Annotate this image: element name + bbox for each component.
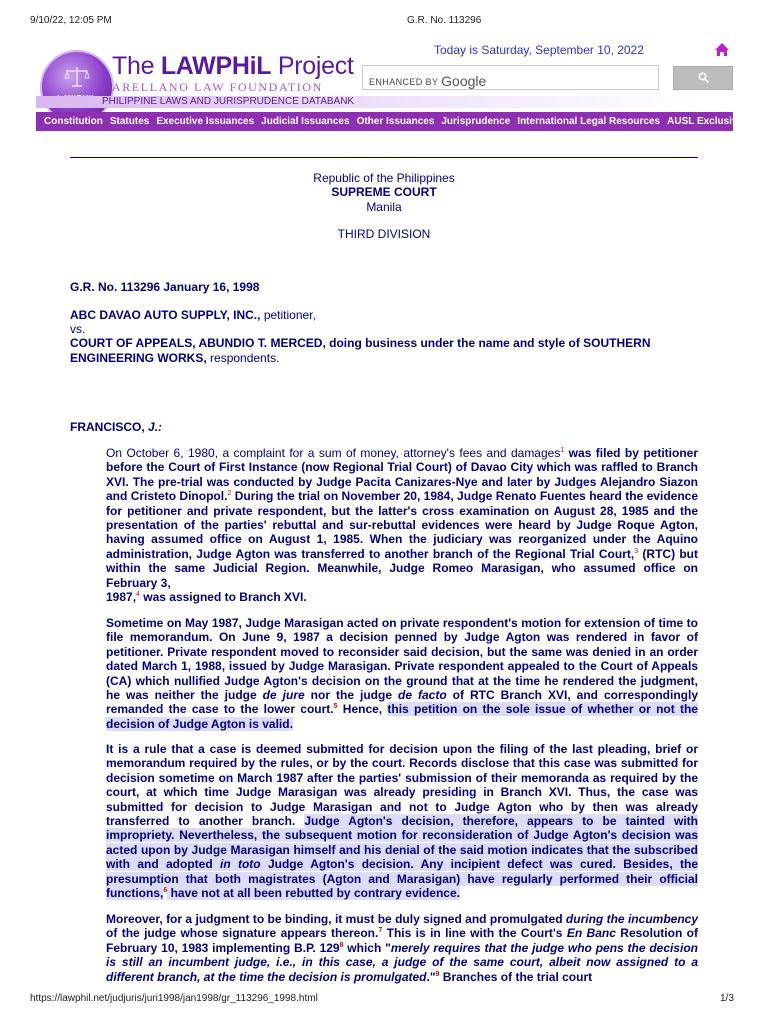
p2-italic-2: de facto — [398, 688, 447, 703]
search-button[interactable] — [673, 66, 733, 90]
versus: vs. — [70, 322, 86, 336]
respondents — [70, 336, 698, 366]
nav-jurisprudence[interactable]: Jurisprudence — [441, 116, 511, 127]
court-division: THIRD DIVISION — [337, 227, 431, 241]
p4-text-c: This is in line with the Court's — [382, 926, 567, 941]
p1-text-e: 1987, — [106, 590, 137, 605]
paragraph-2 — [106, 616, 698, 731]
p1-text-d: (RTC) but within the same Judicial Region. Meanwhile, Judge Romeo Marasigan, who assumed office on February 3, — [106, 546, 698, 590]
nav-constitution[interactable]: Constitution — [44, 116, 103, 127]
print-footer-url: https://lawphil.net/judjuris/juri1998/jan1998/gr_113296_1998.html — [30, 993, 318, 1004]
p2-text-d: Hence, — [337, 702, 388, 717]
nav-other-issuances[interactable]: Other Issuances — [356, 116, 435, 127]
site-title[interactable] — [112, 52, 354, 81]
ponente — [70, 420, 698, 435]
print-header-datetime: 9/10/22, 12:05 PM — [30, 15, 112, 26]
p4-italic-2: En Banc — [566, 926, 616, 941]
p2-italic-1: de jure — [262, 688, 305, 703]
paragraph-4 — [106, 912, 698, 984]
p3-italic-1: in toto — [219, 857, 261, 872]
p3-highlight-3: have not at all been rebutted by contrary evidence. — [167, 886, 460, 901]
paragraph-3 — [106, 742, 698, 900]
scales-of-justice-icon — [64, 66, 90, 88]
respondents-name: COURT OF APPEALS, ABUNDIO T. MERCED, doing business under the name and style of SOUTHERN ENGINEERING WORKS, — [70, 336, 651, 365]
header-divider — [70, 157, 698, 158]
search-icon — [698, 72, 709, 83]
p2-highlight: this petition on the sole issue of whether or not the decision of Judge Agton is valid. — [106, 702, 698, 731]
court-location: Manila — [366, 200, 402, 214]
footnote-link-4[interactable]: 4 — [136, 591, 140, 599]
ponente-name: FRANCISCO, — [70, 420, 145, 434]
case-number-date: G.R. No. 113296 January 16, 1998 — [70, 280, 260, 294]
p4-text-f: ." — [426, 969, 436, 984]
search-enhanced-label: ENHANCED BY — [369, 77, 439, 87]
p4-text-d: Resolution of February 10, 1983 implementing B.P. 129 — [106, 926, 698, 955]
court-republic: Republic of the Philippines — [313, 171, 455, 185]
p4-text-e: which " — [343, 940, 391, 955]
print-footer-page: 1/3 — [720, 993, 734, 1004]
p4-text-g: Branches of the trial court — [439, 969, 593, 984]
p1-text-b: was filed by petitioner before the Court of First Instance (now Regional Trial Court) of Davao City which was raffled to Branch XVI. The pre-trial was conducted by Judge Pacita Canizares-Nye and later by Judges Alejandro Siazon and Cristeto Dinopol. — [106, 446, 698, 504]
p3-text-a: It is a rule that a case is deemed submitted for decision upon the filing of the last pleading, brief or memorandum required by the rules, or by the court. Records disclose that this case was submitted for decision sometime on March 1987 after the parties' submission of their memoranda as required by the court, at which time Judge Marasigan was already presiding in Branch XVI. Thus, the case was submitted for decision to Judge Marasigan and not to Judge Agton who by then was already transferred to another branch. — [106, 742, 698, 829]
p4-italic-1: during the incumbency — [565, 912, 698, 926]
site-subtitle: ARELLANO LAW FOUNDATION — [112, 80, 323, 94]
site-title-suffix: Project — [271, 52, 354, 80]
nav-ausl-exclusive[interactable]: AUSL Exclusive — [667, 116, 744, 127]
google-brand: Google — [441, 73, 487, 89]
p2-text-a: Sometime on May 1987, Judge Marasigan acted on private respondent's motion for extension of time to file memorandum. On June 9, 1987 a decision penned by Judge Agton was rendered in favor of petitioner. Private respondent moved to reconsider said decision, but the same was denied in an order dated March 1, 1988, issued by Judge Marasigan. Private respondent appealed to the Court of Appeals (CA) which nullified Judge Agton's decision on the ground that at the time he rendered the judgment, he was neither the judge — [106, 616, 698, 703]
nav-executive-issuances[interactable]: Executive Issuances — [156, 116, 255, 127]
footnote-link-1[interactable]: 1 — [560, 447, 565, 454]
ponente-title: J.: — [148, 420, 163, 434]
p4-text-a: Moreover, for a judgment to be binding, it must be duly signed and promulgated — [106, 912, 566, 926]
footnote-link-6[interactable]: 6 — [163, 887, 168, 895]
footnote-link-2[interactable]: 2 — [227, 490, 232, 498]
home-icon[interactable] — [714, 42, 730, 58]
databank-tagline: PHILIPPINE LAWS AND JURISPRUDENCE DATABANK — [102, 96, 355, 107]
p2-text-b: nor the judge — [304, 688, 398, 703]
petitioner-role: petitioner, — [260, 308, 316, 322]
databank-bar — [36, 96, 700, 108]
footnote-link-9[interactable]: 9 — [435, 970, 440, 978]
p4-text-b: of the judge whose signature appears thereon. — [106, 926, 379, 941]
p1-text-a: On October 6, 1980, a complaint for a sum of money, attorney's fees and damages — [106, 446, 561, 460]
footnote-link-7[interactable]: 7 — [378, 927, 383, 935]
main-nav — [36, 112, 744, 131]
court-name: SUPREME COURT — [331, 185, 437, 199]
p3-highlight-1: Judge Agton's decision, therefore, appears to be tainted with impropriety. Nevertheless, the subsequent motion for reconsideration of Judge Agton's decision was acted upon by Judge Marasigan himself and his denial of the said motion indicates that the subscribed with and adopted — [106, 814, 698, 872]
petitioner-name: ABC DAVAO AUTO SUPPLY, INC., — [70, 308, 261, 322]
footnote-link-8[interactable]: 8 — [339, 941, 344, 949]
p4-italic-3: merely requires that the judge who pens the decision is still an incumbent judge, i.e., in this case, a judge of the same court, albeit now assigned to a different branch, at the time the decision is promulgated — [106, 940, 699, 984]
respondents-role: respondents. — [206, 351, 280, 365]
site-title-prefix: The — [112, 52, 161, 80]
p2-text-c: of RTC Branch XVI, and correspondingly remanded the case to the lower court. — [106, 688, 698, 717]
p1-text-f: was assigned to Branch XVI. — [139, 590, 307, 605]
search-placeholder — [369, 72, 486, 88]
petitioner — [70, 308, 698, 323]
footnote-link-5[interactable]: 5 — [333, 703, 338, 711]
p1-text-c: During the trial on November 20, 1984, Judge Renato Fuentes heard the evidence for petitioner and private respondent, but the latter's cross examination on August 28, 1985 and the presentation of the parties' rebuttal and sur-rebuttal evidences were heard by Judge Roque Agton, having assumed office on August 1, 1985. When the judiciary was reorganized under the Aquino administration, Judge Agton was transferred to another branch of the Regional Trial Court, — [106, 489, 698, 561]
site-title-bold: LAWPHiL — [160, 52, 272, 80]
print-header-title: G.R. No. 113296 — [407, 15, 482, 26]
paragraph-1 — [106, 446, 698, 604]
nav-judicial-issuances[interactable]: Judicial Issuances — [261, 116, 350, 127]
search-input[interactable] — [362, 65, 659, 90]
p3-highlight-2: Judge Agton's decision. Any incipient defect was cured. Besides, the presumption that both magistrates (Agton and Marasigan) have regularly performed their official functions, — [106, 857, 698, 901]
today-date: Today is Saturday, September 10, 2022 — [434, 43, 644, 57]
nav-international-legal-resources[interactable]: International Legal Resources — [517, 116, 661, 127]
footnote-link-3[interactable]: 3 — [634, 547, 639, 555]
nav-statutes[interactable]: Statutes — [109, 116, 150, 127]
